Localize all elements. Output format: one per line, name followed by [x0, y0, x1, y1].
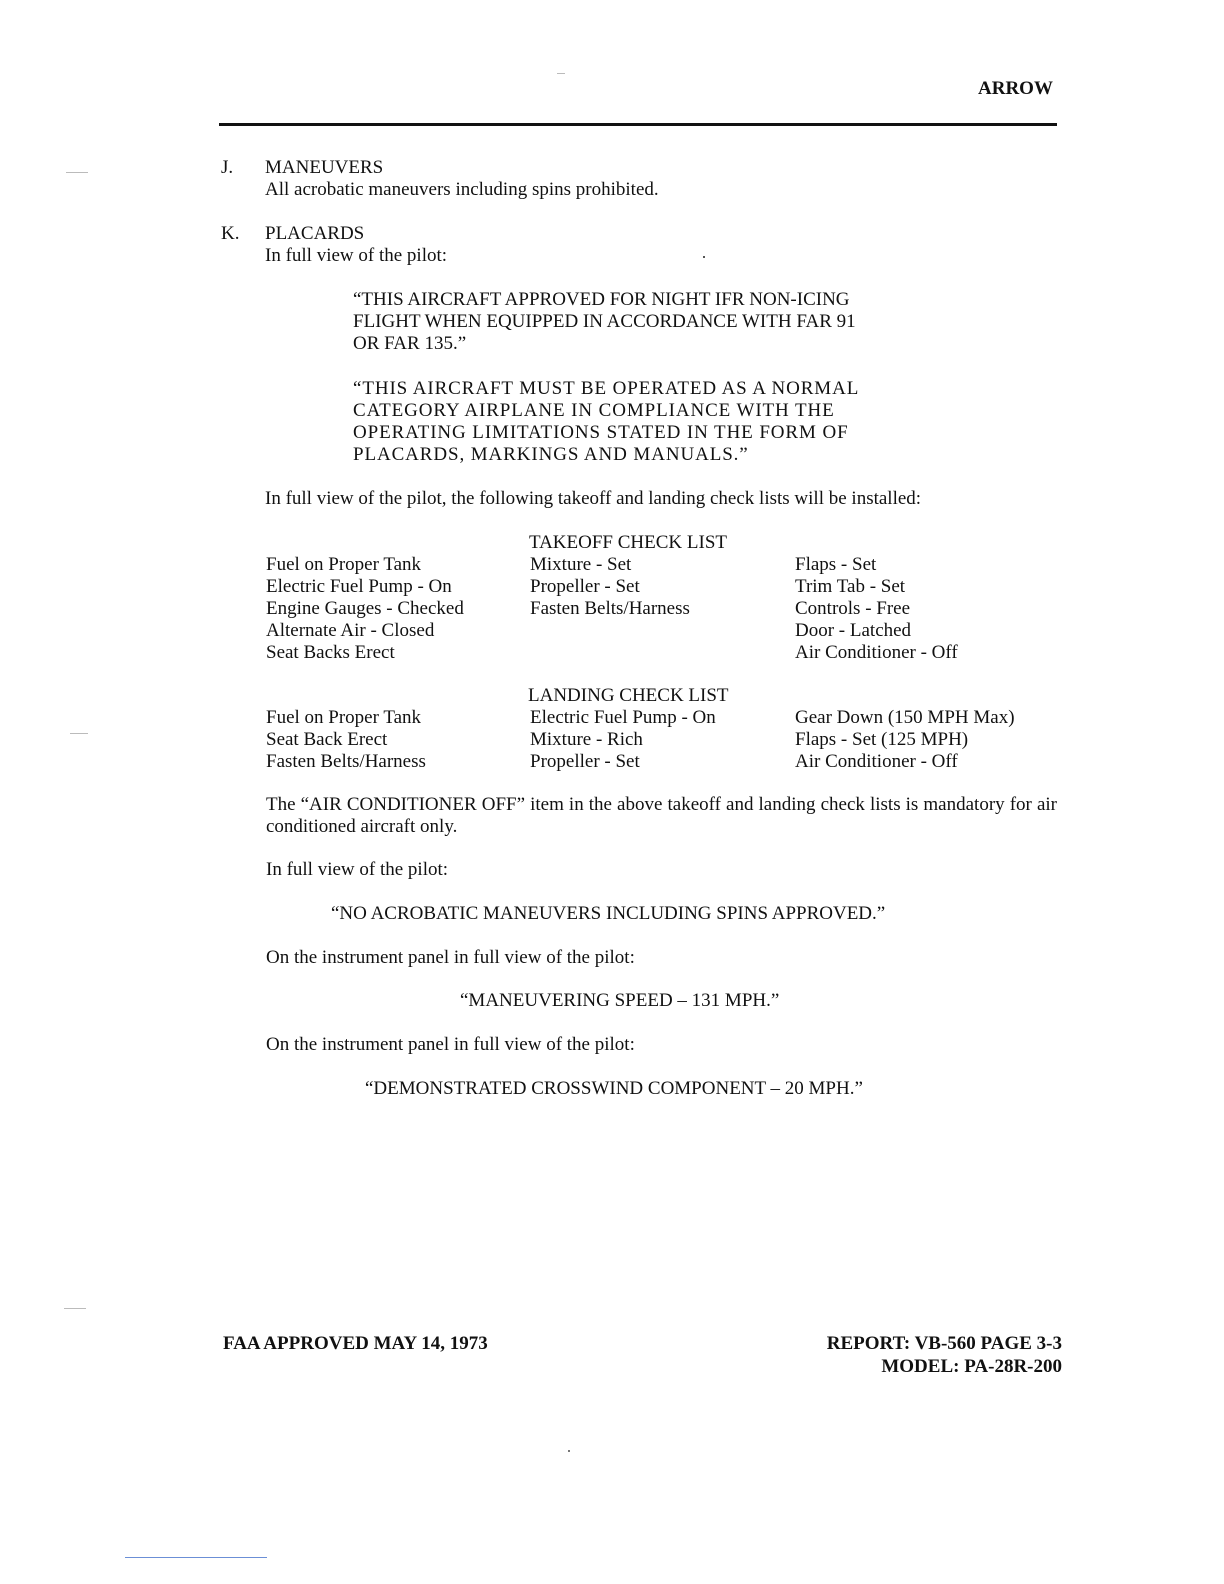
landing-col-3: [795, 707, 1015, 773]
list-item: Alternate Air - Closed: [266, 620, 435, 641]
placard-line: PLACARDS, MARKINGS AND MANUALS.”: [353, 444, 749, 465]
placard-line: “THIS AIRCRAFT APPROVED FOR NIGHT IFR NON-ICING: [353, 289, 850, 310]
list-item: Fuel on Proper Tank: [266, 707, 422, 728]
full-view-text: In full view of the pilot:: [266, 859, 449, 880]
list-item: Door - Latched: [795, 620, 912, 641]
running-header: ARROW: [978, 78, 1053, 99]
list-item: Mixture - Rich: [530, 729, 643, 750]
instrument-panel-text-2: On the instrument panel in full view of the pilot:: [266, 1034, 635, 1055]
list-item: Fasten Belts/Harness: [266, 751, 426, 772]
section-j-heading: MANEUVERS: [265, 157, 384, 178]
list-item: Flaps - Set: [795, 554, 877, 575]
placard-night-ifr: [353, 289, 923, 355]
report-number: REPORT: VB-560 PAGE 3-3: [826, 1333, 1062, 1354]
no-acrobatic-placard: “NO ACROBATIC MANEUVERS INCLUDING SPINS APPROVED.”: [331, 903, 886, 924]
scan-mark: [703, 256, 705, 258]
air-conditioner-note: The “AIR CONDITIONER OFF” item in the above takeoff and landing check lists is mandatory for air conditioned aircraft only.: [266, 794, 1057, 837]
checklist-intro: In full view of the pilot, the following takeoff and landing check lists will be installed:: [265, 488, 922, 509]
placard-line: “THIS AIRCRAFT MUST BE OPERATED AS A NORMAL: [353, 378, 860, 399]
placard-line: CATEGORY AIRPLANE IN COMPLIANCE WITH THE: [353, 400, 835, 421]
takeoff-col-2: [530, 554, 690, 620]
scan-mark: [64, 1308, 86, 1309]
placard-normal-category: [353, 378, 923, 466]
scan-mark: [568, 1450, 570, 1452]
faa-approval: FAA APPROVED MAY 14, 1973: [223, 1333, 488, 1354]
list-item: Electric Fuel Pump - On: [266, 576, 452, 597]
list-item: Seat Backs Erect: [266, 642, 395, 663]
instrument-panel-text-1: On the instrument panel in full view of the pilot:: [266, 947, 635, 968]
header-rule: [219, 123, 1057, 126]
placard-line: OPERATING LIMITATIONS STATED IN THE FORM OF: [353, 422, 849, 443]
scan-mark: [70, 733, 88, 734]
crosswind-placard: “DEMONSTRATED CROSSWIND COMPONENT – 20 MPH.”: [365, 1078, 863, 1099]
takeoff-title: TAKEOFF CHECK LIST: [529, 532, 727, 553]
list-item: Propeller - Set: [530, 576, 640, 597]
list-item: Fasten Belts/Harness: [530, 598, 690, 619]
section-k-heading: PLACARDS: [265, 223, 365, 244]
scan-edge-line: [125, 1557, 267, 1558]
list-item: Flaps - Set (125 MPH): [795, 729, 969, 750]
section-j-text: All acrobatic maneuvers including spins prohibited.: [265, 179, 659, 200]
landing-title: LANDING CHECK LIST: [528, 685, 729, 706]
maneuvering-speed-placard: “MANEUVERING SPEED – 131 MPH.”: [460, 990, 780, 1011]
section-k-intro: In full view of the pilot:: [265, 245, 448, 266]
list-item: Mixture - Set: [530, 554, 632, 575]
takeoff-col-1: [266, 554, 464, 664]
list-item: Trim Tab - Set: [795, 576, 906, 597]
list-item: Controls - Free: [795, 598, 911, 619]
takeoff-col-3: [795, 554, 958, 664]
landing-col-1: [266, 707, 426, 773]
list-item: Engine Gauges - Checked: [266, 598, 464, 619]
placard-line: FLIGHT WHEN EQUIPPED IN ACCORDANCE WITH FAR 91: [353, 311, 856, 332]
list-item: Propeller - Set: [530, 751, 640, 772]
placard-line: OR FAR 135.”: [353, 333, 467, 354]
list-item: Seat Back Erect: [266, 729, 388, 750]
list-item: Gear Down (150 MPH Max): [795, 707, 1015, 728]
section-k-letter: K.: [221, 223, 240, 244]
list-item: Fuel on Proper Tank: [266, 554, 422, 575]
section-j-letter: J.: [221, 157, 234, 178]
list-item: Air Conditioner - Off: [795, 751, 958, 772]
list-item: Air Conditioner - Off: [795, 642, 958, 663]
list-item: Electric Fuel Pump - On: [530, 707, 716, 728]
landing-col-2: [530, 707, 716, 773]
scan-mark: [557, 73, 565, 74]
scan-mark: [66, 172, 88, 173]
model-number: MODEL: PA-28R-200: [881, 1356, 1062, 1377]
